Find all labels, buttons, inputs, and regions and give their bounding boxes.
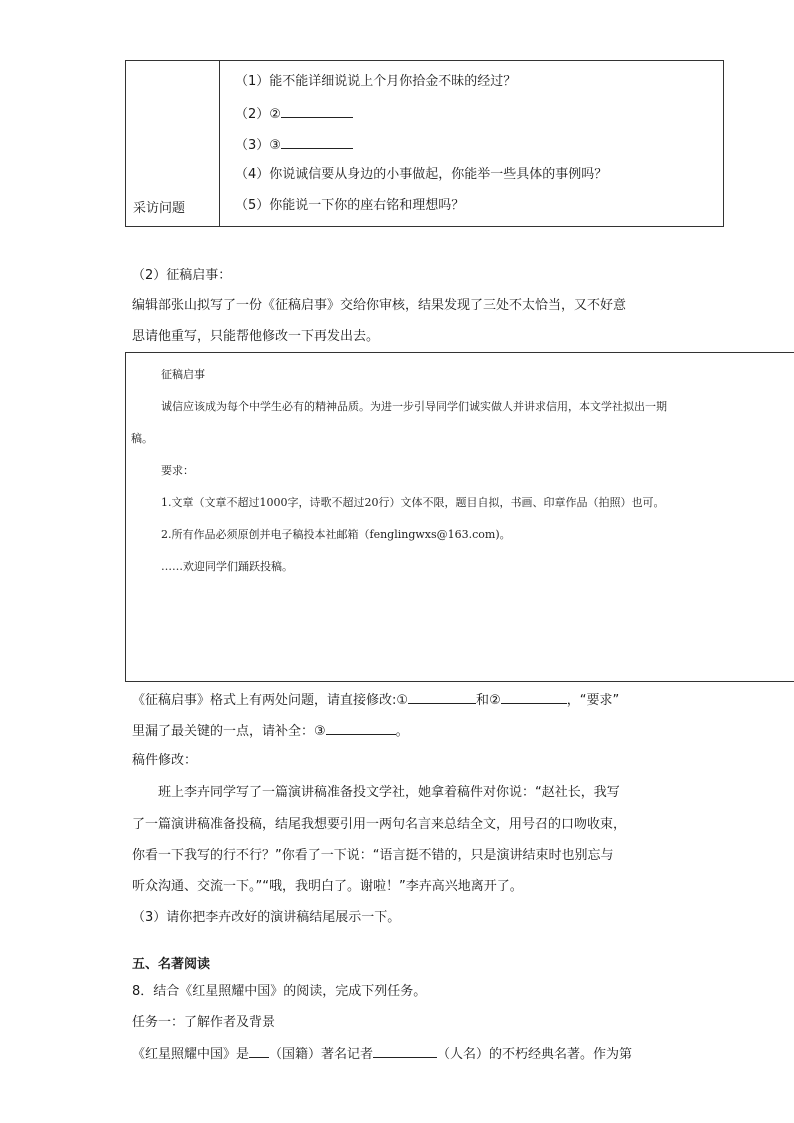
question-8: 8．结合《红星照耀中国》的阅读，完成下列任务。 (132, 984, 427, 999)
notice-box (125, 352, 794, 682)
question-2: （2）② (235, 103, 723, 123)
fix-blank-3[interactable] (326, 720, 396, 735)
notice-title: 征稿启事 (161, 368, 205, 381)
fix-blank-2[interactable] (501, 689, 567, 704)
task-1: 任务一：了解作者及背景 (132, 1015, 276, 1030)
format-question-line1: 《征稿启事》格式上有两处问题，请直接修改:① 和② ，“要求” (132, 689, 619, 711)
revision-p3: 你看一下我写的行不行？”你看了一下说：“语言挺不错的，只是演讲结束时也别忘与 (132, 848, 614, 863)
notice-closing: ……欢迎同学们踊跃投稿。 (161, 560, 293, 573)
revision-p4: 听众沟通、交流一下。”“哦，我明白了。谢啦！”李卉高兴地离开了。 (132, 879, 523, 894)
section2-intro-line2: 思请他重写，只能帮他修改一下再发出去。 (132, 329, 380, 344)
nationality-blank[interactable] (249, 1043, 269, 1058)
answer-blank-2[interactable] (281, 103, 353, 118)
notice-req-label: 要求： (161, 464, 194, 477)
interview-table (125, 60, 724, 227)
notice-line1: 诚信应该成为每个中学生必有的精神品质。为进一步引导同学们诚实做人并讲求信用，本文学社拟出一期 (161, 400, 667, 413)
revision-p2: 了一篇演讲稿准备投稿，结尾我想要引用一两句名言来总结全文，用号召的口吻收束， (132, 817, 627, 832)
section2-heading: （2）征稿启事： (132, 268, 232, 283)
revision-heading: 稿件修改： (132, 753, 198, 768)
question-4: （4）你说诚信要从身边的小事做起，你能举一些具体的事例吗？ (235, 167, 608, 182)
name-blank[interactable] (373, 1043, 437, 1058)
section5-heading: 五、名著阅读 (132, 957, 211, 972)
interview-label: 采访问题 (126, 61, 220, 227)
answer-blank-3[interactable] (281, 134, 353, 149)
task1-line: 《红星照耀中国》是 （国籍）著名记者 （人名）的不朽经典名著。作为第 (132, 1043, 632, 1065)
notice-req1: 1.文章（文章不超过1000字，诗歌不超过20行）文体不限，题目自拟，书画、印章作品（拍照）也可。 (161, 496, 665, 509)
notice-line1b: 稿。 (131, 432, 153, 445)
section2-intro-line1: 编辑部张山拟写了一份《征稿启事》交给你审核，结果发现了三处不太恰当，又不好意 (132, 298, 627, 313)
notice-req2: 2.所有作品必须原创并电子稿投本社邮箱（fenglingwxs@163.com)。 (161, 528, 511, 541)
revision-p1: 班上李卉同学写了一篇演讲稿准备投文学社，她拿着稿件对你说：“赵社长，我写 (158, 785, 620, 800)
question-3: （3）③ (235, 134, 723, 154)
interview-questions (220, 61, 724, 227)
fix-blank-1[interactable] (408, 689, 476, 704)
format-question-line2: 里漏了最关键的一点，请补全：③ 。 (132, 720, 409, 742)
question-5: （5）你能说一下你的座右铭和理想吗？ (235, 198, 465, 213)
revision-q3: （3）请你把李卉改好的演讲稿结尾展示一下。 (132, 910, 401, 925)
question-1: （1）能不能详细说说上个月你拾金不昧的经过？ (235, 74, 517, 89)
